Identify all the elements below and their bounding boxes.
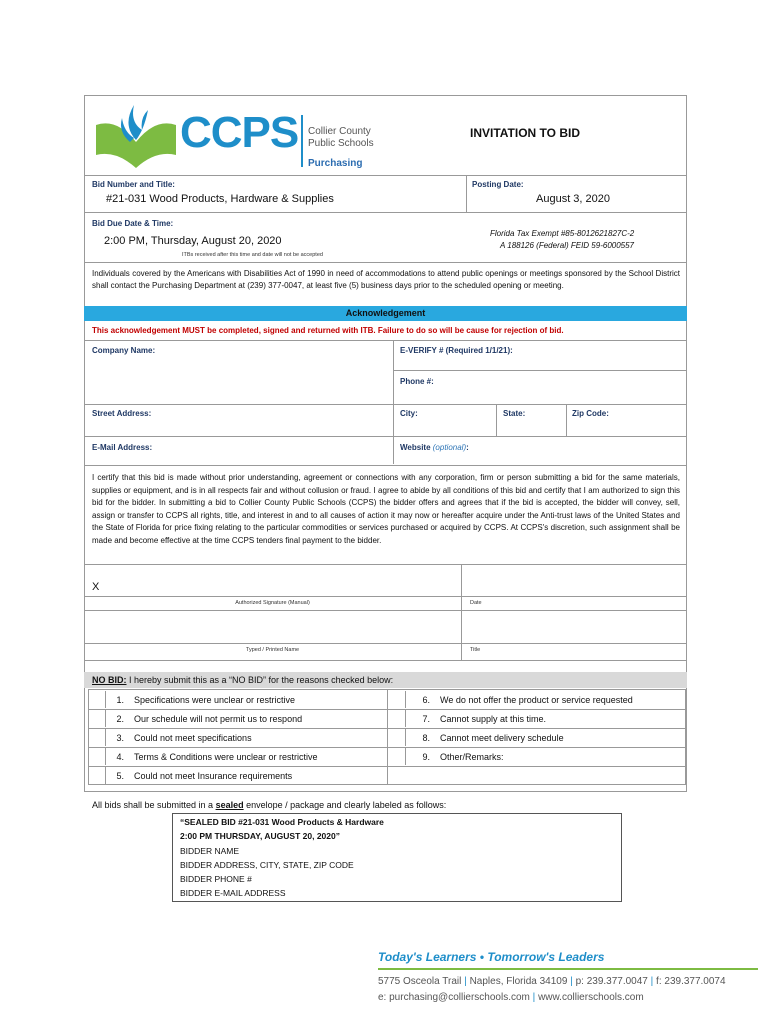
label-line-6: BIDDER E-MAIL ADDRESS xyxy=(180,888,286,898)
phone-input[interactable] xyxy=(440,372,684,402)
everify-input[interactable] xyxy=(396,358,684,370)
bid-number-label: Bid Number and Title: xyxy=(92,180,175,189)
doc-title: INVITATION TO BID xyxy=(470,126,580,140)
no-bid-lead: NO BID: xyxy=(92,675,127,685)
divider xyxy=(387,766,686,767)
divider xyxy=(84,175,687,176)
footer-email: e: purchasing@collierschools.com xyxy=(378,992,530,1003)
no-bid-reason-text: Specifications were unclear or restrictive xyxy=(134,695,296,705)
no-bid-reason-text: Cannot supply at this time. xyxy=(440,714,547,724)
footer-divider xyxy=(378,968,758,970)
divider xyxy=(496,404,497,436)
no-bid-reason-number: 8. xyxy=(422,733,430,743)
no-bid-reason-text: Cannot meet delivery schedule xyxy=(440,733,564,743)
submission-intro-a: All bids shall be submitted in a xyxy=(92,800,216,810)
no-bid-header xyxy=(92,675,393,685)
no-bid-reason-text: Terms & Conditions were unclear or restrictive xyxy=(134,752,318,762)
company-name-input[interactable] xyxy=(86,358,392,402)
title-caption: Title xyxy=(470,647,481,653)
state-input[interactable] xyxy=(498,420,564,436)
website-optional: (optional) xyxy=(432,443,467,452)
footer-sep-icon: | xyxy=(464,976,467,987)
logo-text: CCPS xyxy=(180,108,299,157)
ccps-logo xyxy=(92,100,312,175)
state-label: State: xyxy=(503,409,526,418)
footer-web[interactable]: www.collierschools.com xyxy=(538,992,644,1003)
signature-input[interactable] xyxy=(104,570,458,594)
divider xyxy=(393,370,687,371)
no-bid-reason-number: 5. xyxy=(116,771,124,781)
no-bid-reason-number: 9. xyxy=(422,752,430,762)
street-address-label: Street Address: xyxy=(92,409,152,418)
divider xyxy=(88,728,387,729)
signature-caption: Authorized Signature (Manual) xyxy=(235,600,310,606)
certification-text: I certify that this bid is made without prior understanding, agreement or connections with any corporation, firm or person submitting a bid for the same materials, supplies or equipment, and is in all respects fair and without collusion or fraud. I agree to abide by all conditions of this bid and certify that I am authorized to sign this bid for the bidder. In submitting a bid to Collier County Public Schools (CCPS) the bidder offers and agrees that if the bid is accepted, the bidder will convey, sell, assign or transfer to CCPS all rights, title, and interest in and to all causes of action it may now or hereafter acquire under the Anti-trust laws of the United States and the State of Florida for price fixing relating to the particular commodities or services purchased or acquired by CCPS. At CCPS's discretion, such assignment shall be made and become effective at the time CCPS tenders final payment to the bidder. xyxy=(92,473,680,545)
divider xyxy=(84,436,687,437)
no-bid-reason-number: 1. xyxy=(116,695,124,705)
org-name-line1: Collier County xyxy=(308,126,371,137)
label-line-4: BIDDER ADDRESS, CITY, STATE, ZIP CODE xyxy=(180,860,354,870)
divider xyxy=(84,340,687,341)
acknowledgement-title: Acknowledgement xyxy=(345,308,426,318)
divider xyxy=(461,564,462,660)
title-input[interactable] xyxy=(464,613,684,641)
label-line-3: BIDDER NAME xyxy=(180,846,240,856)
footer-phone: p: 239.377.0047 xyxy=(575,976,648,987)
divider xyxy=(466,175,467,212)
dept-name: Purchasing xyxy=(308,158,363,169)
footer-city: Naples, Florida 34109 xyxy=(469,976,568,987)
divider xyxy=(84,660,687,661)
late-notice: ITBs received after this time and date will not be accepted xyxy=(182,252,323,258)
no-bid-reason-text: Could not meet Insurance requirements xyxy=(134,771,293,781)
footer-fax: f: 239.377.0074 xyxy=(656,976,726,987)
footer-sep-icon: | xyxy=(650,976,654,987)
website-input[interactable] xyxy=(396,452,684,464)
everify-label: E-VERIFY # (Required 1/1/21): xyxy=(400,346,513,355)
divider xyxy=(84,610,687,611)
divider xyxy=(84,465,687,466)
no-bid-reason-number: 6. xyxy=(422,695,430,705)
city-input[interactable] xyxy=(396,420,494,436)
tax-exempt-line2: A 188126 (Federal) FEID 59-6000557 xyxy=(500,241,635,250)
divider xyxy=(566,404,567,436)
no-bid-text: I hereby submit this as a “NO BID” for the reasons checked below: xyxy=(126,675,394,685)
typed-name-caption: Typed / Printed Name xyxy=(245,647,300,653)
divider xyxy=(88,747,387,748)
date-caption: Date xyxy=(470,600,482,606)
divider xyxy=(393,340,394,464)
divider xyxy=(88,766,387,767)
bid-number-value: #21-031 Wood Products, Hardware & Supplies xyxy=(106,193,334,205)
tax-exempt-line1: Florida Tax Exempt #85-8012621827C-2 xyxy=(490,229,635,238)
no-bid-reason-text: We do not offer the product or service requested xyxy=(440,695,633,705)
divider xyxy=(84,564,687,565)
zip-code-label: Zip Code: xyxy=(572,409,609,418)
website-label xyxy=(400,443,469,452)
footer-street: 5775 Osceola Trail xyxy=(378,976,462,987)
label-line-1: “SEALED BID #21-031 Wood Products & Hardware xyxy=(180,817,384,827)
divider xyxy=(84,643,687,644)
divider xyxy=(387,709,686,710)
divider xyxy=(88,709,387,710)
date-input[interactable] xyxy=(464,570,684,594)
divider xyxy=(84,262,687,263)
label-line-5: BIDDER PHONE # xyxy=(180,874,252,884)
no-bid-reason-number: 7. xyxy=(422,714,430,724)
posting-date-label: Posting Date: xyxy=(472,180,524,189)
footer-slogan: Today's Learners • Tomorrow's Leaders xyxy=(378,950,605,964)
website-label-text: Website xyxy=(400,443,431,452)
website-colon: : xyxy=(466,443,469,452)
posting-date-value: August 3, 2020 xyxy=(536,193,611,205)
submission-intro-c: envelope / package and clearly labeled as follows: xyxy=(243,800,447,810)
logo-divider xyxy=(301,115,303,167)
due-date-label: Bid Due Date & Time: xyxy=(92,219,174,228)
ada-notice: Individuals covered by the Americans with Disabilities Act of 1990 in need of accommodations to attend public openings or meetings sponsored by the School District shall contact the Purchasing Department at (239) 377-0047, at least five (5) business days prior to the scheduled opening or meeting. xyxy=(92,269,680,290)
no-bid-reason-number: 3. xyxy=(116,733,124,743)
no-bid-reason-text: Could not meet specifications xyxy=(134,733,252,743)
email-label: E-Mail Address: xyxy=(92,443,153,452)
org-name-line2: Public Schools xyxy=(308,138,374,149)
footer-address xyxy=(378,976,726,987)
submission-intro xyxy=(92,800,446,810)
divider xyxy=(387,689,388,785)
submission-intro-sealed: sealed xyxy=(215,800,244,810)
divider xyxy=(387,728,686,729)
no-bid-reason-text: Other/Remarks: xyxy=(440,752,504,762)
street-address-input[interactable] xyxy=(86,420,392,436)
company-name-label: Company Name: xyxy=(92,346,156,355)
divider xyxy=(84,212,687,213)
footer-sep-icon: | xyxy=(570,976,573,987)
no-bid-reason-text: Our schedule will not permit us to respond xyxy=(134,714,303,724)
footer-sep-icon: | xyxy=(532,992,536,1003)
city-label: City: xyxy=(400,409,418,418)
due-date-value: 2:00 PM, Thursday, August 20, 2020 xyxy=(104,235,282,247)
acknowledgement-warning: This acknowledgement MUST be completed, signed and returned with ITB. Failure to do so will be cause for rejection of bid. xyxy=(92,326,564,335)
phone-label: Phone #: xyxy=(400,377,434,386)
email-input[interactable] xyxy=(86,452,392,464)
signature-line xyxy=(84,596,687,597)
no-bid-reason-number: 4. xyxy=(116,752,124,762)
divider xyxy=(84,404,687,405)
zip-code-input[interactable] xyxy=(568,420,684,436)
footer-contact xyxy=(378,992,644,1003)
no-bid-reason-number: 2. xyxy=(116,714,124,724)
divider xyxy=(387,747,686,748)
typed-name-input[interactable] xyxy=(86,613,458,641)
label-line-2: 2:00 PM THURSDAY, AUGUST 20, 2020” xyxy=(180,831,340,841)
signature-x-mark: X xyxy=(92,581,100,593)
